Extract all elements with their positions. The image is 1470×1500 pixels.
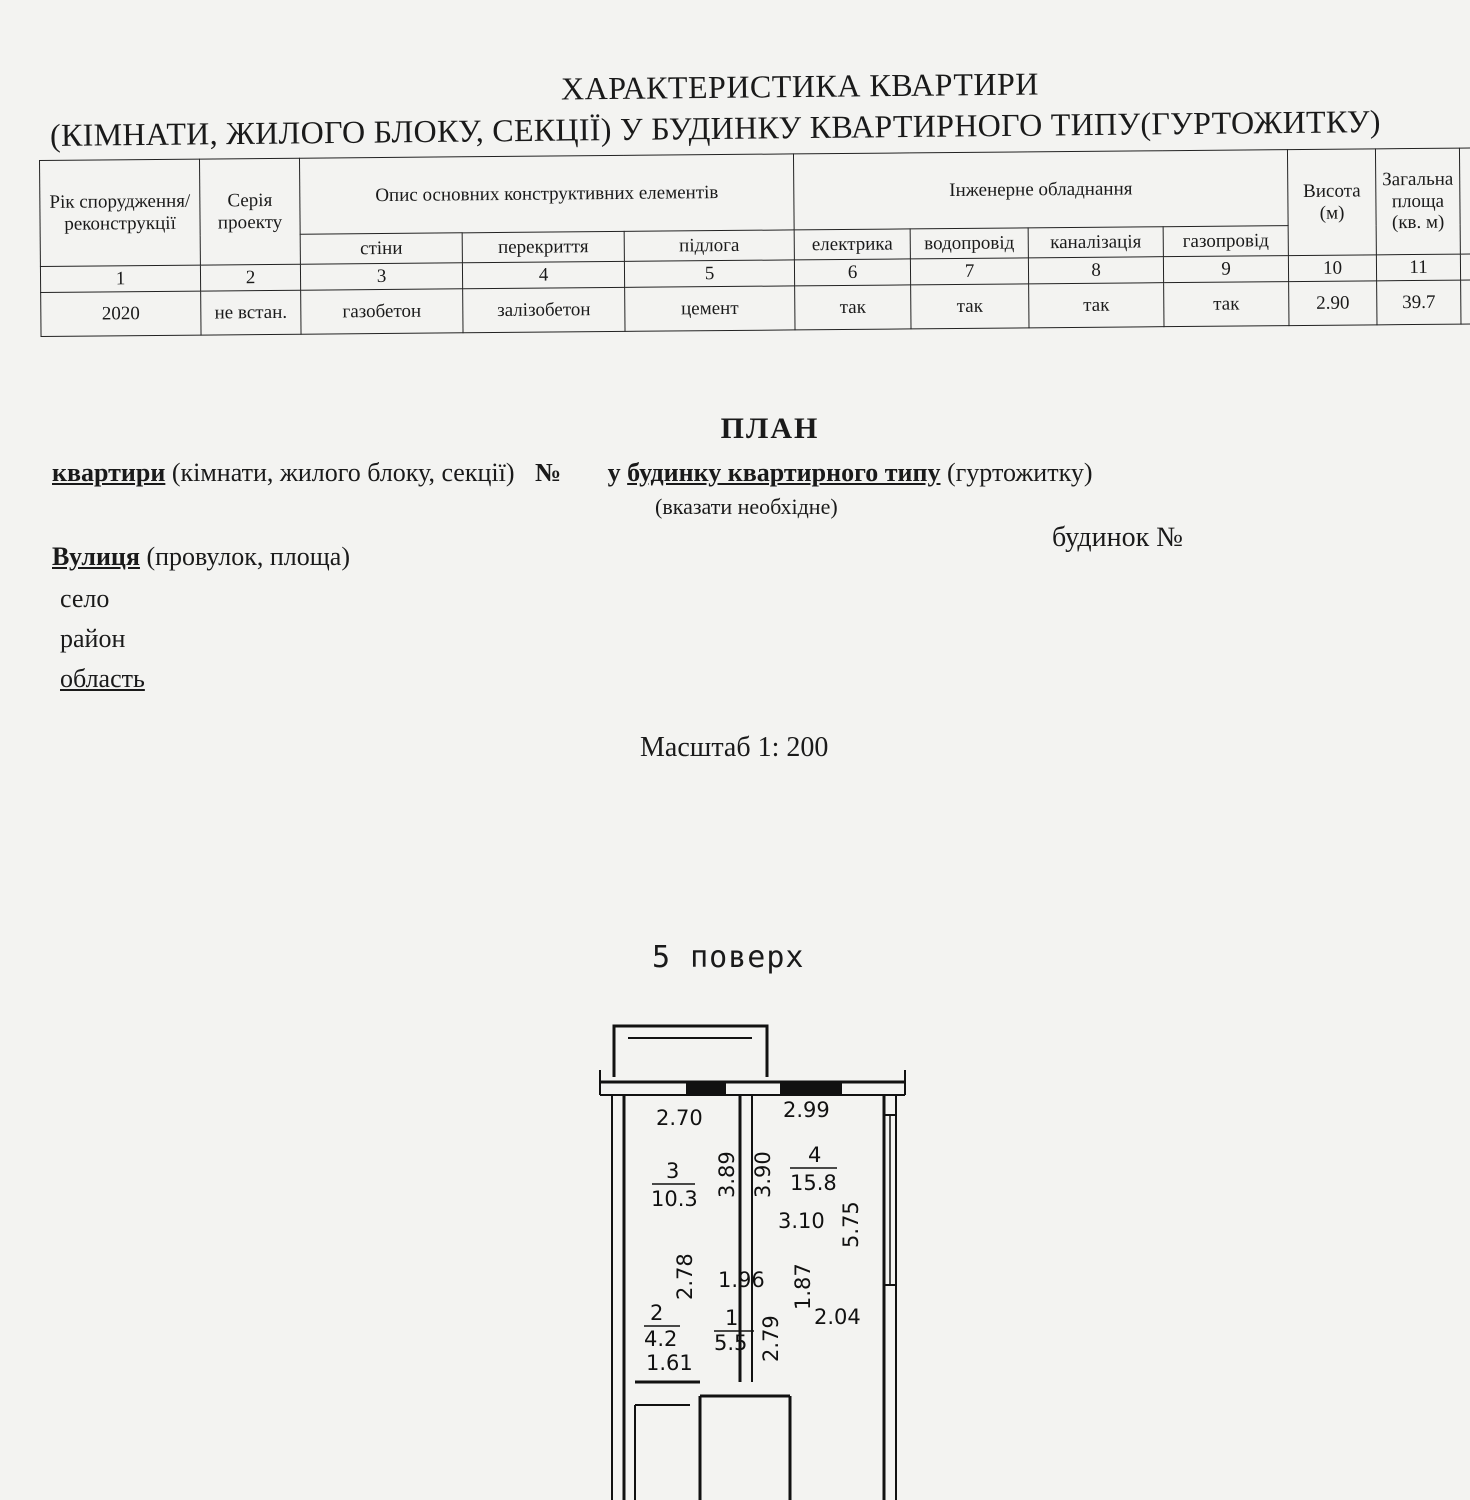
street-rest: (провулок, площа)	[139, 542, 350, 571]
dim-label: 1.96	[718, 1268, 765, 1292]
plan-title: ПЛАН	[720, 412, 820, 445]
value-area: 39.7	[1377, 280, 1461, 325]
room3-number: 3	[666, 1159, 680, 1183]
village-label: село	[60, 584, 110, 613]
num-cell: 3	[300, 263, 462, 290]
street-word: Вулиця	[52, 542, 140, 571]
dim-label: 2.04	[814, 1305, 861, 1329]
sub-walls: стіни	[300, 233, 462, 264]
sub-water: водопровід	[910, 228, 1028, 259]
dim-label: 2.70	[656, 1106, 703, 1130]
floor-label: 5 поверх	[652, 940, 805, 975]
value-electric: так	[795, 285, 911, 330]
num-cell: 6	[794, 259, 910, 286]
room3-area: 10.3	[651, 1187, 698, 1211]
dim-label: 2.99	[783, 1098, 830, 1122]
house-number-label: будинок №	[1052, 522, 1183, 553]
num-cell: 7	[910, 258, 1028, 285]
dorm-text: (гуртожитку)	[940, 458, 1093, 487]
sub-ceiling: перекриття	[462, 231, 624, 262]
room2-number: 2	[650, 1301, 664, 1325]
sub-floor: підлога	[624, 230, 794, 261]
sub-sewer: каналізація	[1028, 227, 1163, 258]
document-title: ХАРАКТЕРИСТИКА КВАРТИРИ	[560, 65, 1040, 107]
num-cell: 5	[624, 260, 794, 287]
col-year-header: Рік спорудження/ реконструкції	[40, 159, 201, 266]
value-series: не встан.	[201, 290, 301, 335]
room1-area: 5.5	[714, 1331, 748, 1355]
dim-label: 3.90	[751, 1151, 775, 1198]
dim-label: 2.79	[759, 1315, 783, 1362]
dim-label: 3.89	[715, 1151, 739, 1198]
num-cell: 2	[200, 264, 300, 291]
apartment-word: квартири	[52, 458, 166, 487]
region-label: область	[60, 664, 145, 693]
house-type: будинку квартирного типу	[627, 458, 941, 487]
col-series-header: Серія проекту	[199, 158, 300, 265]
col-engineering-header: Інженерне обладнання	[793, 150, 1288, 230]
room1-number: 1	[725, 1306, 739, 1330]
sub-gas: газопровід	[1163, 226, 1288, 257]
window-room4	[780, 1082, 842, 1095]
value-water: так	[911, 284, 1029, 329]
value-sewer: так	[1029, 283, 1164, 328]
balcony-wall	[614, 1026, 767, 1077]
num-cell: 10	[1288, 255, 1376, 282]
room2-area: 4.2	[644, 1327, 678, 1351]
dim-label: 1.61	[646, 1351, 693, 1375]
num-cell: 9	[1163, 256, 1288, 283]
dim-label: 3.10	[778, 1209, 825, 1233]
hint-text: (вказати необхідне)	[655, 494, 838, 519]
apartment-rest: (кімнати, жилого блоку, секції)	[165, 458, 515, 487]
number-sign: №	[535, 458, 562, 487]
in-word: у	[607, 458, 621, 487]
dim-label: 5.75	[839, 1201, 863, 1248]
num-cell: 4	[462, 261, 624, 288]
scale-label: Масштаб 1: 200	[640, 732, 829, 763]
value-gas: так	[1164, 282, 1289, 327]
room4-area: 15.8	[790, 1171, 837, 1195]
num-cell: 8	[1028, 257, 1163, 284]
col-structure-header: Опис основних конструктивних елементів	[299, 154, 794, 234]
value-floor: цемент	[625, 286, 795, 331]
sub-electric: електрика	[794, 229, 910, 260]
value-walls: газобетон	[301, 289, 463, 334]
num-cell: 11	[1376, 254, 1460, 281]
num-cell: 1	[40, 265, 200, 292]
window-room3	[686, 1082, 726, 1095]
district-label: район	[60, 624, 126, 653]
document-subtitle: (КІМНАТИ, ЖИЛОГО БЛОКУ, СЕКЦІЇ) У БУДИНКУ КВАРТИРНОГО ТИПУ(ГУРТОЖИТКУ)	[49, 103, 1381, 153]
col-height-header: Висота (м)	[1288, 149, 1377, 256]
value-year: 2020	[41, 291, 201, 336]
value-ceiling: залізобетон	[463, 287, 625, 332]
col-area-header: Загальна площа (кв. м)	[1376, 148, 1461, 255]
dim-label: 1.87	[791, 1263, 815, 1310]
dim-label: 2.78	[673, 1253, 697, 1300]
value-height: 2.90	[1289, 281, 1377, 326]
room4-number: 4	[808, 1143, 822, 1167]
